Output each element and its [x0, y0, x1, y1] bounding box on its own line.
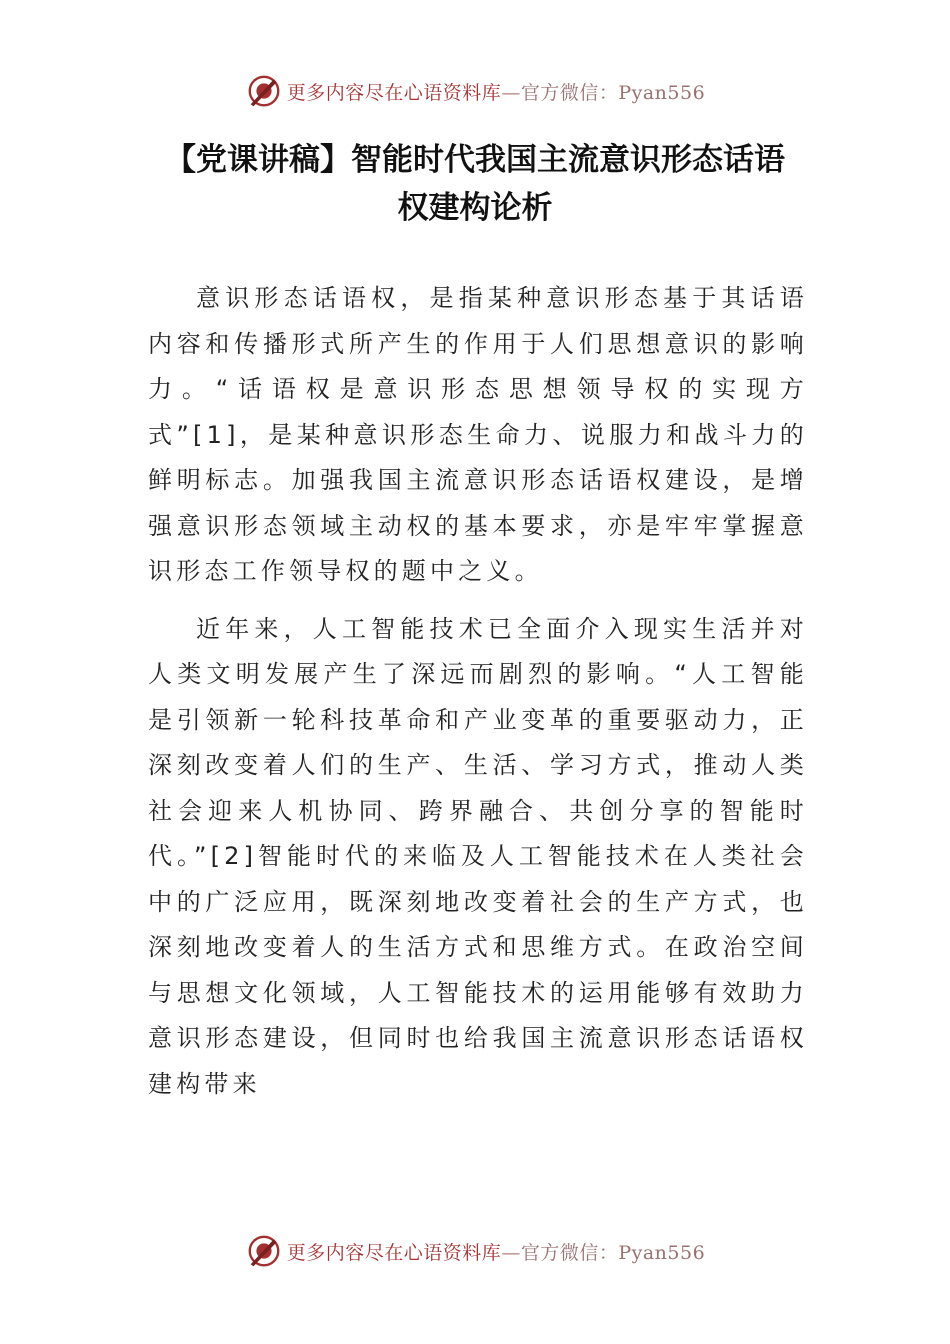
title-line-1: 【党课讲稿】智能时代我国主流意识形态话语 — [165, 142, 785, 178]
watermark-wechat-id: Pyan556 — [618, 1241, 706, 1264]
document-title — [150, 136, 800, 232]
document-body — [148, 276, 808, 1119]
pen-logo-icon — [245, 72, 283, 110]
watermark-site: 更多内容尽在心语资料库 — [286, 1241, 502, 1264]
pen-logo-icon — [245, 1232, 283, 1270]
watermark-wechat-label: 官方微信： — [520, 1241, 619, 1264]
paragraph-2: 近年来，人工智能技术已全面介入现实生活并对人类文明发展产生了深远而剧烈的影响。“人工智能是引领新一轮科技革命和产业变革的重要驱动力，正深刻改变着人们的生产、生活、学习方式，推动人类社会迎来人机协同、跨界融合、共创分享的智能时代。”[2]智能时代的来临及人工智能技术在人类社会中的广泛应用，既深刻地改变着社会的生产方式，也深刻地改变着人的生活方式和思维方式。在政治空间与思想文化领域，人工智能技术的运用能够有效助力意识形态建设，但同时也给我国主流意识形态话语权建构带来 — [148, 614, 808, 1098]
watermark-wechat-label: 官方微信： — [520, 81, 619, 104]
header-watermark — [0, 72, 950, 110]
watermark-text — [287, 1238, 705, 1265]
paragraph-1: 意识形态话语权，是指某种意识形态基于其话语内容和传播形式所产生的作用于人们思想意识的影响力。“话语权是意识形态思想领导权的实现方式”[1]，是某种意识形态生命力、说服力和战斗力的鲜明标志。加强我国主流意识形态话语权建设，是增强意识形态领域主动权的基本要求，亦是牢牢掌握意识形态工作领导权的题中之义。 — [148, 284, 808, 585]
title-line-2: 权建构论析 — [397, 190, 553, 226]
footer-watermark — [0, 1232, 950, 1270]
watermark-site: 更多内容尽在心语资料库 — [286, 81, 502, 104]
watermark-wechat-id: Pyan556 — [618, 81, 706, 104]
watermark-dash: — — [501, 1241, 521, 1264]
watermark-text — [287, 78, 705, 105]
watermark-dash: — — [501, 81, 521, 104]
